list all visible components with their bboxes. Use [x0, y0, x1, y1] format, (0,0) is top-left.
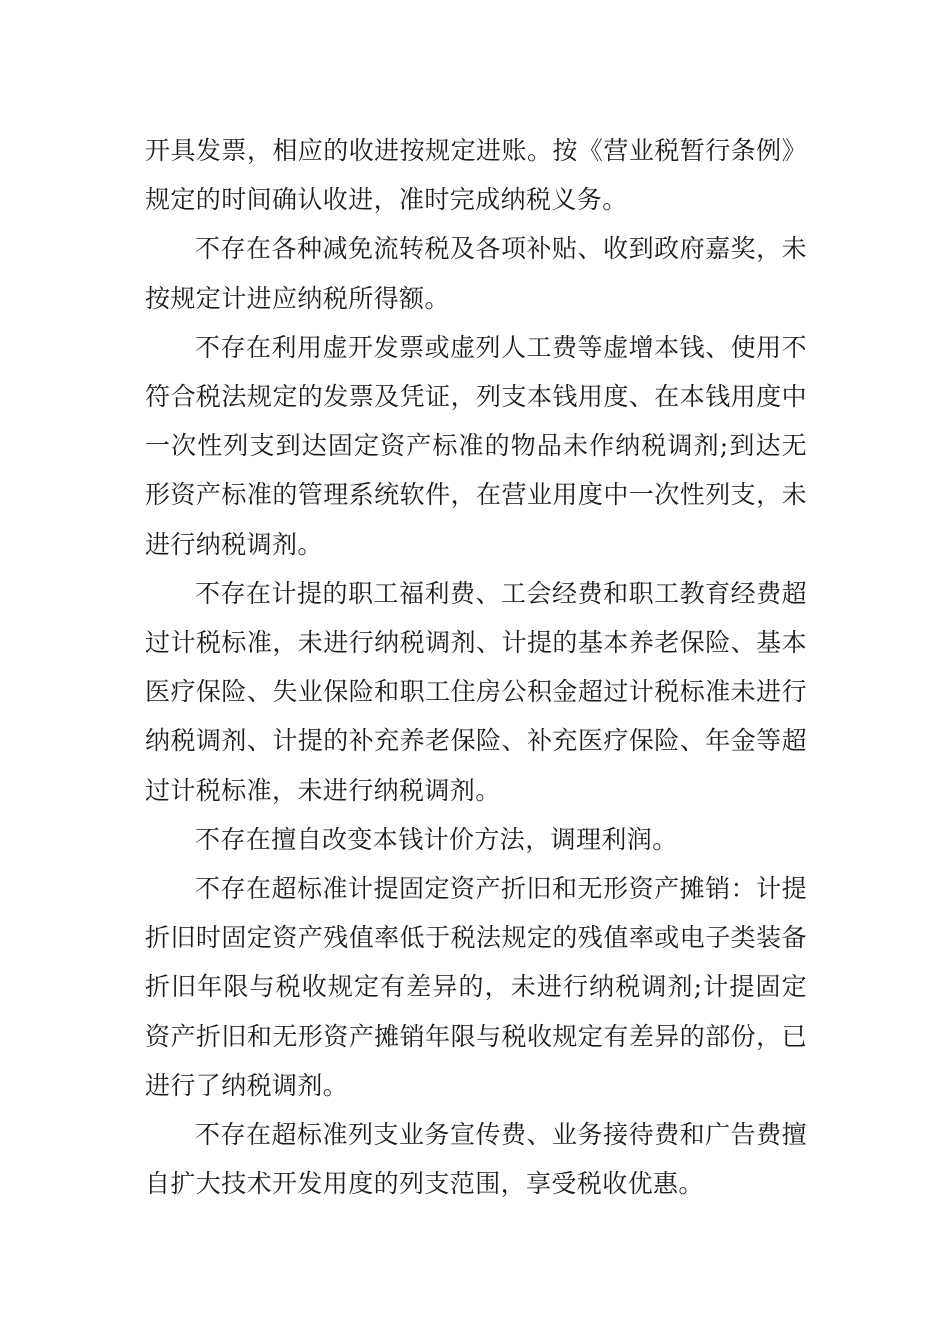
paragraph-2: 不存在各种减免流转税及各项补贴、收到政府嘉奖，未按规定计进应纳税所得额。 [145, 234, 807, 313]
paragraph-7: 不存在超标准列支业务宣传费、业务接待费和广告费擅自扩大技术开发用度的列支范围，享受税收优惠。 [145, 1120, 807, 1199]
paragraph-5: 不存在擅自改变本钱计价方法，调理利润。 [195, 824, 678, 854]
document-body [145, 126, 807, 1208]
paragraph-1: 开具发票，相应的收进按规定进账。按《营业税暂行条例》规定的时间确认收进，准时完成纳税义务。 [145, 136, 807, 215]
paragraph-4: 不存在计提的职工福利费、工会经费和职工教育经费超过计税标准，未进行纳税调剂、计提的基本养老保险、基本医疗保险、失业保险和职工住房公积金超过计税标准未进行纳税调剂、计提的补充养老保险、补充医疗保险、年金等超过计税标准，未进行纳税调剂。 [145, 578, 807, 805]
paragraph-6: 不存在超标准计提固定资产折旧和无形资产摊销：计提折旧时固定资产残值率低于税法规定的残值率或电子类装备折旧年限与税收规定有差异的，未进行纳税调剂;计提固定资产折旧和无形资产摊销年限与税收规定有差异的部份，已进行了纳税调剂。 [145, 874, 807, 1100]
paragraph-3: 不存在利用虚开发票或虚列人工费等虚增本钱、使用不符合税法规定的发票及凭证，列支本钱用度、在本钱用度中一次性列支到达固定资产标准的物品未作纳税调剂;到达无形资产标准的管理系统软件，在营业用度中一次性列支，未进行纳税调剂。 [145, 332, 807, 559]
